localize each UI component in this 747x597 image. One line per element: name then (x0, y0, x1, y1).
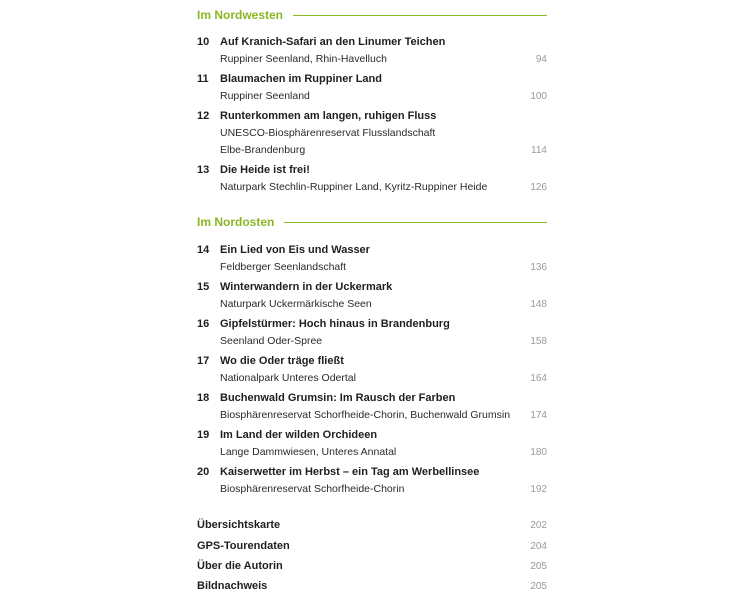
entry-title[interactable]: Buchenwald Grumsin: Im Rausch der Farben (220, 392, 456, 404)
entry-number: 16 (197, 318, 210, 330)
toc-extra-ueber-die-autorin[interactable] (197, 558, 547, 575)
extra-label[interactable]: GPS-Tourendaten (197, 540, 290, 552)
entry-number: 11 (197, 73, 209, 85)
entry-title[interactable]: Runterkommen am langen, ruhigen Fluss (220, 110, 437, 122)
entry-subtitle: Nationalpark Unteres Odertal (220, 372, 356, 384)
entry-number: 18 (197, 392, 210, 404)
toc-extra-uebersichtskarte[interactable] (197, 517, 547, 534)
toc-entry-19[interactable] (197, 427, 547, 461)
entry-page-number: 174 (530, 410, 547, 421)
entry-subtitle: Elbe-Brandenburg (220, 144, 306, 156)
entry-title[interactable]: Wo die Oder träge fließt (220, 355, 344, 367)
section-rule (293, 15, 547, 16)
section-heading-nordosten (197, 214, 547, 230)
entry-number: 14 (197, 244, 210, 256)
toc-entry-16[interactable] (197, 316, 547, 350)
entry-page-number: 114 (531, 145, 547, 156)
toc-entry-15[interactable] (197, 279, 547, 313)
table-of-contents (197, 0, 547, 597)
extra-page-number: 204 (530, 541, 547, 552)
entry-page-number: 94 (535, 54, 547, 65)
toc-extra-bildnachweis[interactable] (197, 578, 547, 595)
entry-title[interactable]: Gipfelstürmer: Hoch hinaus in Brandenburg (220, 318, 450, 330)
entry-page-number: 164 (530, 373, 547, 384)
entry-title[interactable]: Blaumachen im Ruppiner Land (220, 73, 382, 85)
toc-entry-12[interactable] (197, 108, 547, 159)
toc-entry-14[interactable] (197, 242, 547, 276)
entry-page-number: 126 (530, 182, 547, 193)
toc-entry-13[interactable] (197, 162, 547, 196)
section-title: Im Nordwesten (197, 8, 284, 22)
entry-title[interactable]: Im Land der wilden Orchideen (220, 429, 378, 441)
entry-page-number: 192 (530, 484, 547, 495)
extra-label[interactable]: Über die Autorin (197, 560, 283, 572)
extra-label[interactable]: Übersichtskarte (197, 519, 281, 531)
entry-number: 10 (197, 36, 210, 48)
entry-page-number: 180 (530, 447, 547, 458)
entry-subtitle: Ruppiner Seenland (220, 90, 310, 102)
entry-number: 12 (197, 110, 210, 122)
entry-title[interactable]: Auf Kranich-Safari an den Linumer Teichen (220, 36, 446, 48)
entry-page-number: 136 (530, 262, 547, 273)
section-title: Im Nordosten (197, 215, 275, 229)
entry-title[interactable]: Ein Lied von Eis und Wasser (220, 244, 370, 256)
entry-page-number: 148 (530, 299, 547, 310)
entry-subtitle: Feldberger Seenlandschaft (220, 261, 347, 273)
entry-title[interactable]: Die Heide ist frei! (220, 164, 310, 176)
toc-entry-20[interactable] (197, 464, 547, 498)
entry-number: 17 (197, 355, 210, 367)
entry-subtitle: Naturpark Uckermärkische Seen (220, 298, 372, 310)
entry-subtitle: Biosphärenreservat Schorfheide-Chorin (220, 483, 405, 495)
entry-subtitle: Seenland Oder-Spree (220, 335, 323, 347)
toc-entry-18[interactable] (197, 390, 547, 424)
entry-number: 13 (197, 164, 210, 176)
entry-subtitle: Biosphärenreservat Schorfheide-Chorin, Buchenwald Grumsin (220, 409, 511, 421)
section-rule (284, 222, 547, 223)
extra-page-number: 205 (530, 561, 547, 572)
entry-subtitle: UNESCO-Biosphärenreservat Flusslandschaft (220, 127, 436, 139)
section-heading-nordwesten (197, 7, 547, 23)
extra-label[interactable]: Bildnachweis (197, 580, 268, 592)
toc-entry-17[interactable] (197, 353, 547, 387)
toc-entry-10[interactable] (197, 34, 547, 68)
entry-page-number: 158 (530, 336, 547, 347)
entry-page-number: 100 (530, 91, 547, 102)
entry-title[interactable]: Winterwandern in der Uckermark (220, 281, 393, 293)
entry-number: 15 (197, 281, 210, 293)
entry-subtitle: Naturpark Stechlin-Ruppiner Land, Kyritz-Ruppiner Heide (220, 181, 488, 193)
extra-page-number: 202 (530, 520, 547, 531)
entry-subtitle: Ruppiner Seenland, Rhin-Havelluch (220, 53, 387, 65)
entry-subtitle: Lange Dammwiesen, Unteres Annatal (220, 446, 397, 458)
entry-number: 19 (197, 429, 210, 441)
entry-number: 20 (197, 466, 210, 478)
toc-entry-11[interactable] (197, 71, 547, 105)
entry-title[interactable]: Kaiserwetter im Herbst – ein Tag am Werbellinsee (220, 466, 480, 478)
extra-page-number: 205 (530, 581, 547, 592)
toc-extra-gps-tourendaten[interactable] (197, 538, 547, 555)
